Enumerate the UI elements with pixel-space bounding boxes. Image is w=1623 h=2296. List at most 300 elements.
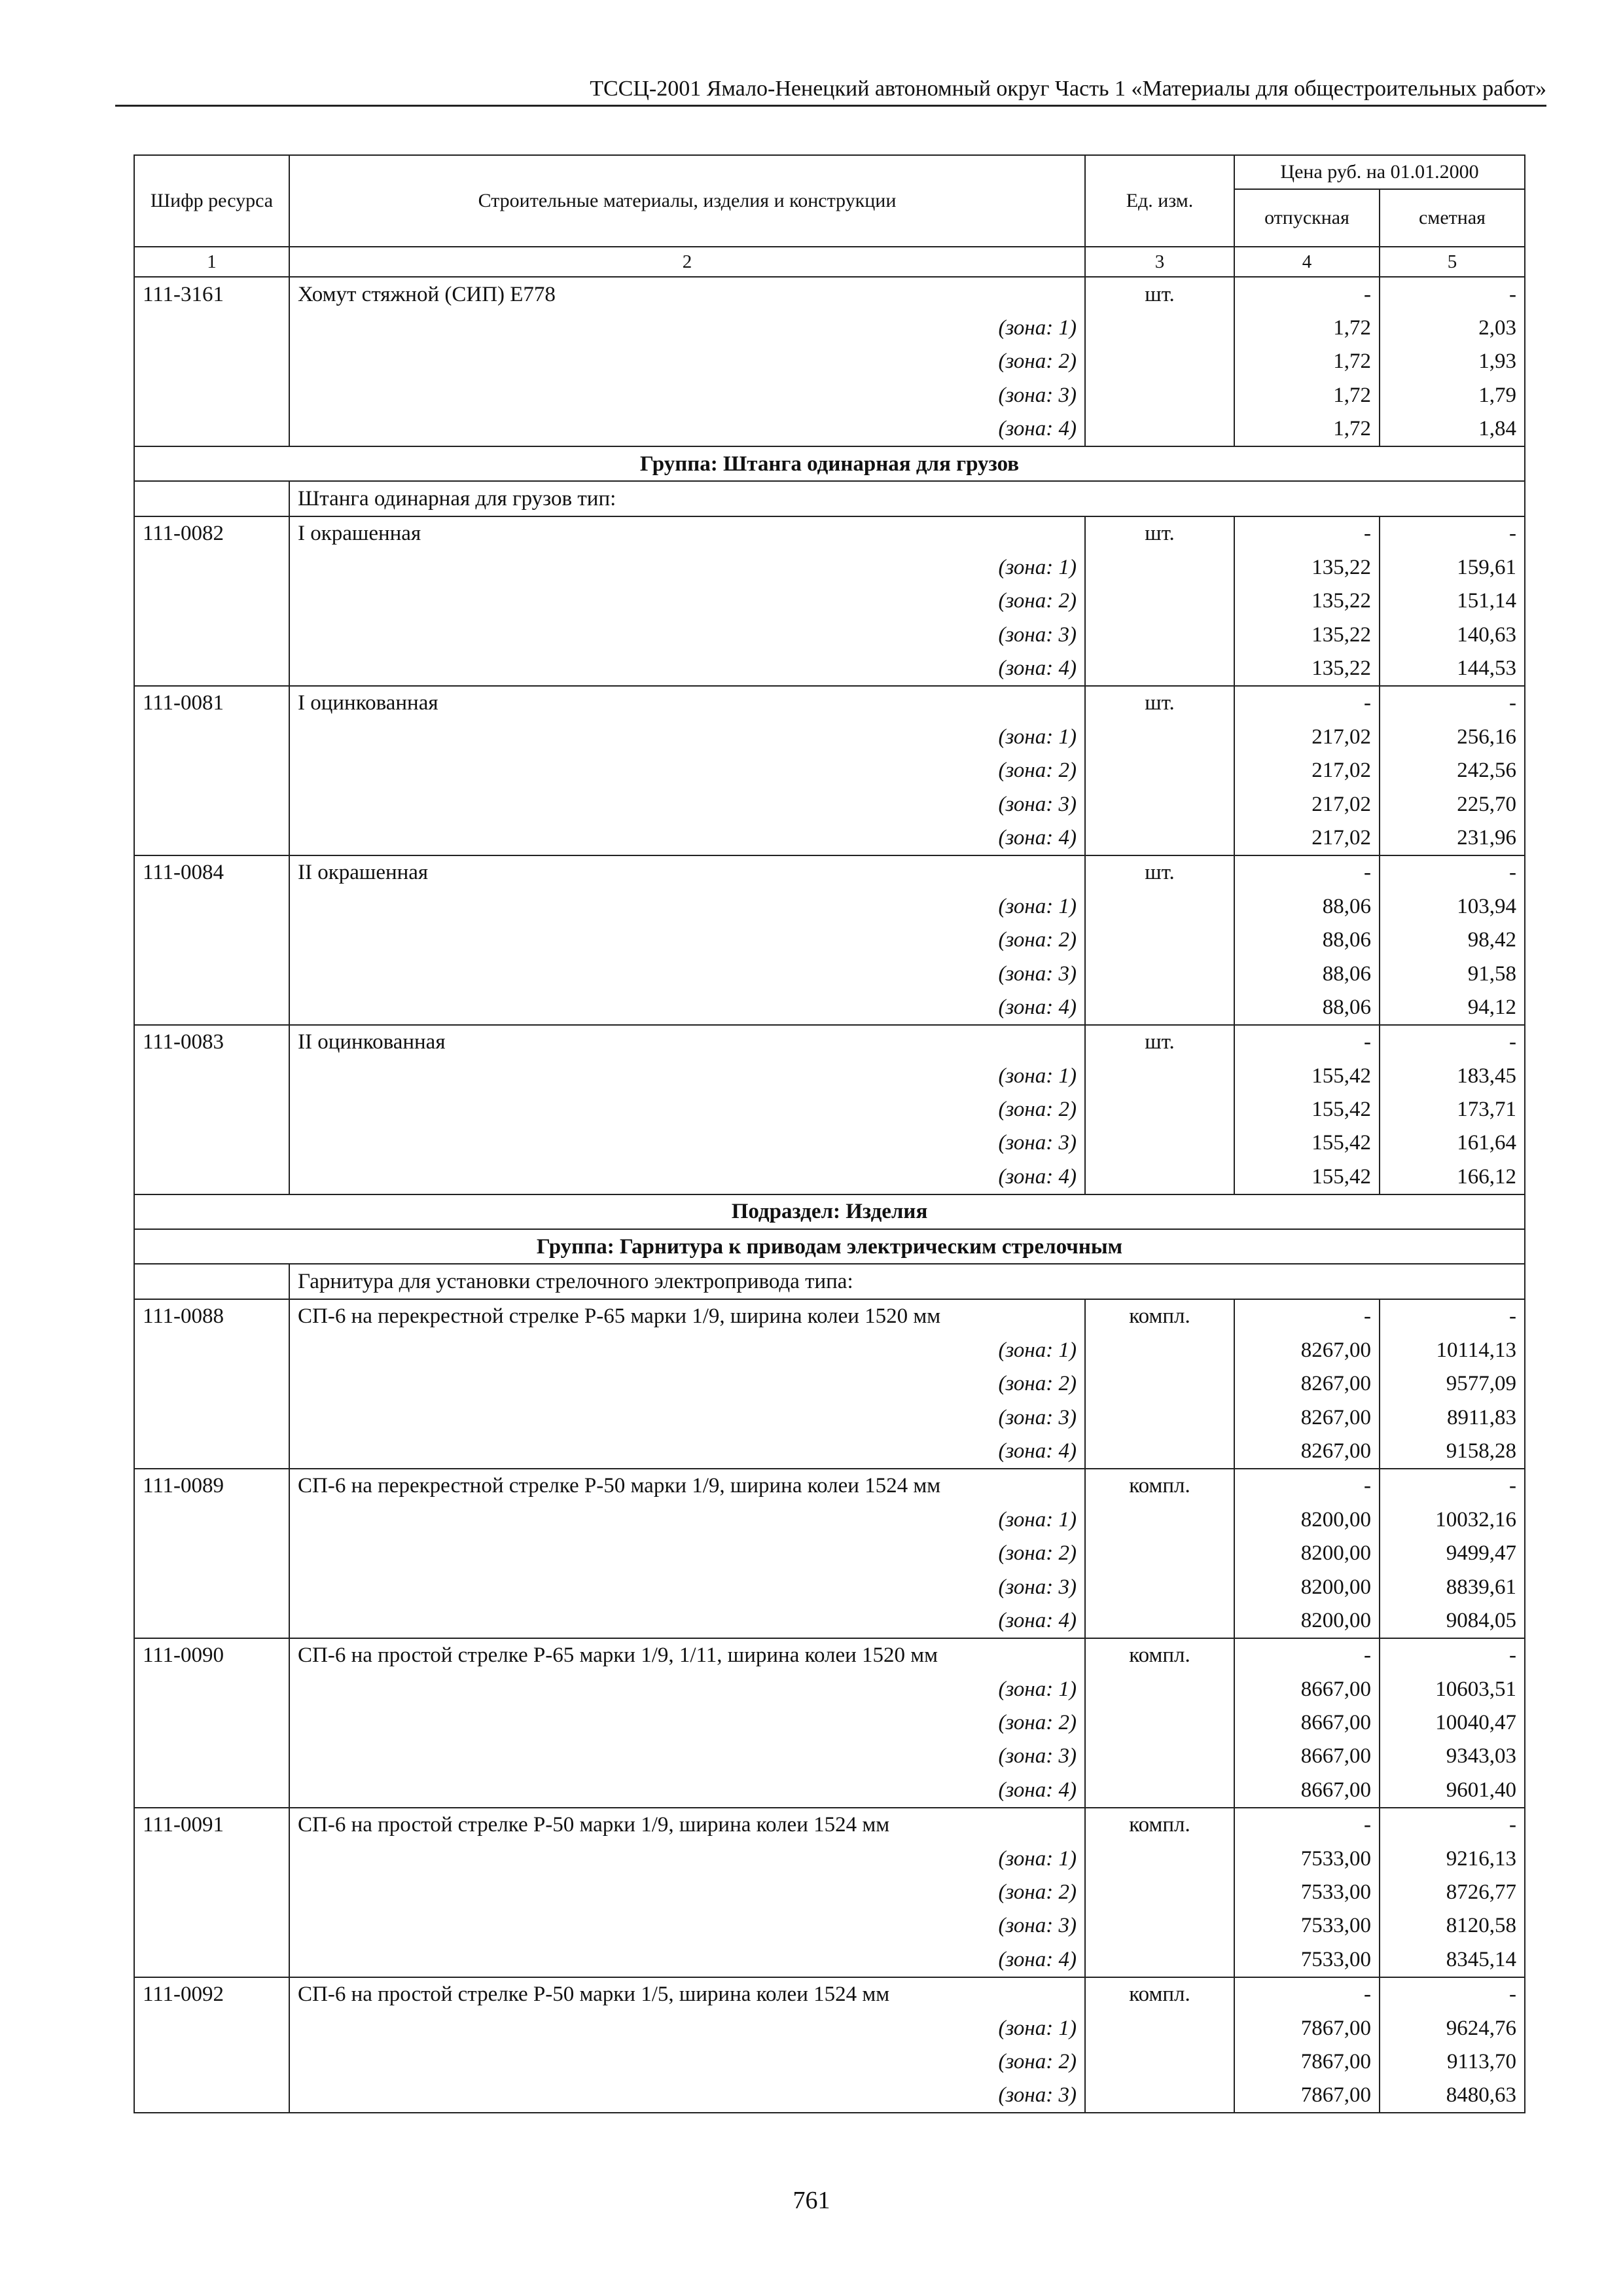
empty-cell: [1085, 345, 1234, 378]
resource-name: СП-6 на перекрестной стрелке Р-65 марки 1/9, ширина колеи 1520 мм: [289, 1299, 1085, 1333]
empty-cell: [1085, 584, 1234, 618]
release-price: 8200,00: [1234, 1570, 1380, 1604]
table-header: [134, 155, 1525, 277]
resource-name: СП-6 на простой стрелке Р-50 марки 1/9, ширина колеи 1524 мм: [289, 1808, 1085, 1842]
estimate-price: 8345,14: [1380, 1943, 1525, 1977]
estimate-price: -: [1380, 1025, 1525, 1059]
release-price: 8267,00: [1234, 1434, 1380, 1468]
estimate-price: 183,45: [1380, 1059, 1525, 1092]
release-price: -: [1234, 686, 1380, 720]
estimate-price: 161,64: [1380, 1126, 1525, 1160]
zone-label: (зона: 3): [289, 2079, 1085, 2113]
estimate-price: 256,16: [1380, 720, 1525, 753]
subsection-title: Подраздел: Изделия: [134, 1194, 1525, 1229]
estimate-price: -: [1380, 1638, 1525, 1672]
zone-row: [134, 1842, 1525, 1875]
resource-name: II окрашенная: [289, 855, 1085, 889]
estimate-price: -: [1380, 855, 1525, 889]
release-price: 7867,00: [1234, 2079, 1380, 2113]
empty-cell: [134, 720, 289, 753]
estimate-price: 103,94: [1380, 889, 1525, 923]
release-price: 8200,00: [1234, 1536, 1380, 1570]
zone-label: (зона: 4): [289, 412, 1085, 446]
empty-cell: [134, 889, 289, 923]
release-price: 155,42: [1234, 1160, 1380, 1194]
empty-cell: [134, 923, 289, 956]
empty-cell: [134, 1126, 289, 1160]
release-price: -: [1234, 277, 1380, 311]
estimate-price: 9158,28: [1380, 1434, 1525, 1468]
group-heading-row: [134, 446, 1525, 481]
zone-row: [134, 753, 1525, 787]
page-number: 761: [793, 2187, 830, 2214]
estimate-price: -: [1380, 277, 1525, 311]
zone-row: [134, 1909, 1525, 1943]
release-price: -: [1234, 516, 1380, 550]
estimate-price: 91,58: [1380, 957, 1525, 990]
resource-code: 111-0081: [134, 686, 289, 720]
zone-label: (зона: 1): [289, 720, 1085, 753]
resource-unit: компл.: [1085, 1469, 1234, 1503]
empty-cell: [1085, 1536, 1234, 1570]
resource-code: 111-3161: [134, 277, 289, 311]
group-intro-row: [134, 481, 1525, 516]
empty-cell: [134, 1059, 289, 1092]
zone-label: (зона: 4): [289, 1943, 1085, 1977]
empty-cell: [134, 1706, 289, 1739]
empty-cell: [1085, 1367, 1234, 1401]
empty-cell: [1085, 753, 1234, 787]
estimate-price: -: [1380, 1977, 1525, 2011]
release-price: 8200,00: [1234, 1503, 1380, 1536]
zone-row: [134, 550, 1525, 584]
empty-cell: [1085, 1604, 1234, 1638]
zone-label: (зона: 1): [289, 550, 1085, 584]
release-price: 7533,00: [1234, 1842, 1380, 1875]
zone-row: [134, 2079, 1525, 2113]
release-price: 155,42: [1234, 1092, 1380, 1126]
release-price: 217,02: [1234, 753, 1380, 787]
estimate-price: 94,12: [1380, 990, 1525, 1024]
subsection-heading-row: [134, 1194, 1525, 1229]
column-header-price: Цена руб. на 01.01.2000: [1234, 155, 1525, 189]
release-price: 135,22: [1234, 618, 1380, 651]
release-price: -: [1234, 1638, 1380, 1672]
release-price: 7867,00: [1234, 2045, 1380, 2078]
empty-cell: [134, 412, 289, 446]
empty-cell: [1085, 889, 1234, 923]
empty-cell: [1085, 2045, 1234, 2078]
release-price: 135,22: [1234, 651, 1380, 685]
zone-row: [134, 2045, 1525, 2078]
empty-cell: [1085, 1401, 1234, 1434]
empty-cell: [134, 1909, 289, 1943]
estimate-price: 1,79: [1380, 378, 1525, 412]
zone-label: (зона: 4): [289, 990, 1085, 1024]
empty-cell: [134, 1503, 289, 1536]
resource-unit: шт.: [1085, 277, 1234, 311]
estimate-price: 10040,47: [1380, 1706, 1525, 1739]
zone-row: [134, 1875, 1525, 1909]
zone-label: (зона: 3): [289, 957, 1085, 990]
empty-cell: [1085, 1740, 1234, 1773]
empty-cell: [134, 1333, 289, 1367]
zone-label: (зона: 2): [289, 753, 1085, 787]
resource-code: 111-0083: [134, 1025, 289, 1059]
empty-cell: [134, 584, 289, 618]
column-number: 5: [1380, 247, 1525, 277]
empty-cell: [134, 1740, 289, 1773]
zone-label: (зона: 2): [289, 1092, 1085, 1126]
group-heading-row: [134, 1229, 1525, 1264]
zone-row: [134, 1333, 1525, 1367]
release-price: 1,72: [1234, 378, 1380, 412]
estimate-price: 10603,51: [1380, 1672, 1525, 1706]
zone-label: (зона: 2): [289, 1536, 1085, 1570]
empty-cell: [134, 1604, 289, 1638]
estimate-price: 166,12: [1380, 1160, 1525, 1194]
estimate-price: 140,63: [1380, 618, 1525, 651]
empty-cell: [1085, 1059, 1234, 1092]
resource-row: [134, 686, 1525, 720]
resource-row: [134, 1469, 1525, 1503]
zone-row: [134, 1059, 1525, 1092]
empty-cell: [134, 1773, 289, 1807]
estimate-price: 8911,83: [1380, 1401, 1525, 1434]
empty-cell: [134, 821, 289, 855]
zone-row: [134, 720, 1525, 753]
resource-row: [134, 1025, 1525, 1059]
empty-cell: [134, 345, 289, 378]
zone-row: [134, 1503, 1525, 1536]
resource-row: [134, 1299, 1525, 1333]
resource-row: [134, 516, 1525, 550]
zone-label: (зона: 3): [289, 1740, 1085, 1773]
zone-label: (зона: 3): [289, 1570, 1085, 1604]
zone-label: (зона: 1): [289, 1672, 1085, 1706]
column-number: 4: [1234, 247, 1380, 277]
empty-cell: [1085, 821, 1234, 855]
release-price: 7533,00: [1234, 1909, 1380, 1943]
zone-row: [134, 378, 1525, 412]
zone-row: [134, 1672, 1525, 1706]
resource-code: 111-0090: [134, 1638, 289, 1672]
release-price: -: [1234, 1977, 1380, 2011]
zone-row: [134, 345, 1525, 378]
column-number: 2: [289, 247, 1085, 277]
zone-row: [134, 1604, 1525, 1638]
release-price: 8200,00: [1234, 1604, 1380, 1638]
estimate-price: 231,96: [1380, 821, 1525, 855]
empty-cell: [1085, 1160, 1234, 1194]
running-header: ТССЦ-2001 Ямало-Ненецкий автономный округ Часть 1 «Материалы для общестроительных работ»: [590, 77, 1546, 101]
release-price: 217,02: [1234, 821, 1380, 855]
empty-cell: [134, 1536, 289, 1570]
empty-cell: [134, 311, 289, 344]
estimate-price: -: [1380, 1469, 1525, 1503]
zone-label: (зона: 3): [289, 1401, 1085, 1434]
zone-label: (зона: 1): [289, 1333, 1085, 1367]
empty-cell: [134, 2079, 289, 2113]
zone-label: (зона: 2): [289, 1367, 1085, 1401]
zone-label: (зона: 1): [289, 1842, 1085, 1875]
zone-label: (зона: 3): [289, 1909, 1085, 1943]
resource-unit: компл.: [1085, 1638, 1234, 1672]
empty-cell: [1085, 412, 1234, 446]
zone-label: (зона: 1): [289, 1503, 1085, 1536]
estimate-price: 98,42: [1380, 923, 1525, 956]
estimate-price: 10032,16: [1380, 1503, 1525, 1536]
empty-cell: [1085, 1773, 1234, 1807]
release-price: 8667,00: [1234, 1773, 1380, 1807]
group-intro-text: Гарнитура для установки стрелочного электропривода типа:: [289, 1264, 1525, 1299]
resource-row: [134, 277, 1525, 311]
zone-row: [134, 889, 1525, 923]
estimate-price: 10114,13: [1380, 1333, 1525, 1367]
empty-cell: [1085, 311, 1234, 344]
estimate-price: 225,70: [1380, 787, 1525, 821]
header-rule: [115, 105, 1546, 107]
zone-label: (зона: 3): [289, 618, 1085, 651]
empty-cell: [134, 481, 289, 516]
resource-code: 111-0092: [134, 1977, 289, 2011]
column-header-code: Шифр ресурса: [134, 155, 289, 247]
empty-cell: [1085, 787, 1234, 821]
price-table: [134, 154, 1525, 2113]
empty-cell: [1085, 1092, 1234, 1126]
resource-name: I окрашенная: [289, 516, 1085, 550]
resource-unit: шт.: [1085, 686, 1234, 720]
release-price: 1,72: [1234, 311, 1380, 344]
zone-label: (зона: 4): [289, 1604, 1085, 1638]
estimate-price: -: [1380, 1808, 1525, 1842]
resource-unit: шт.: [1085, 516, 1234, 550]
empty-cell: [1085, 1126, 1234, 1160]
release-price: -: [1234, 855, 1380, 889]
estimate-price: 1,84: [1380, 412, 1525, 446]
zone-row: [134, 1740, 1525, 1773]
empty-cell: [1085, 990, 1234, 1024]
zone-label: (зона: 2): [289, 345, 1085, 378]
estimate-price: 151,14: [1380, 584, 1525, 618]
empty-cell: [134, 550, 289, 584]
estimate-price: 9624,76: [1380, 2011, 1525, 2045]
zone-row: [134, 2011, 1525, 2045]
zone-label: (зона: 1): [289, 1059, 1085, 1092]
resource-name: СП-6 на простой стрелке Р-65 марки 1/9, 1/11, ширина колеи 1520 мм: [289, 1638, 1085, 1672]
empty-cell: [134, 1401, 289, 1434]
estimate-price: 9084,05: [1380, 1604, 1525, 1638]
empty-cell: [1085, 1875, 1234, 1909]
zone-row: [134, 1160, 1525, 1194]
zone-row: [134, 821, 1525, 855]
estimate-price: 8726,77: [1380, 1875, 1525, 1909]
zone-label: (зона: 2): [289, 2045, 1085, 2078]
estimate-price: 242,56: [1380, 753, 1525, 787]
group-title: Группа: Штанга одинарная для грузов: [134, 446, 1525, 481]
resource-row: [134, 1808, 1525, 1842]
empty-cell: [1085, 378, 1234, 412]
zone-label: (зона: 1): [289, 311, 1085, 344]
table-body: [134, 277, 1525, 2113]
empty-cell: [134, 1434, 289, 1468]
empty-cell: [134, 2045, 289, 2078]
release-price: 8667,00: [1234, 1706, 1380, 1739]
estimate-price: 9113,70: [1380, 2045, 1525, 2078]
zone-row: [134, 1773, 1525, 1807]
empty-cell: [134, 651, 289, 685]
empty-cell: [1085, 1570, 1234, 1604]
empty-cell: [134, 787, 289, 821]
release-price: 7533,00: [1234, 1875, 1380, 1909]
resource-row: [134, 1977, 1525, 2011]
resource-code: 111-0088: [134, 1299, 289, 1333]
release-price: 8667,00: [1234, 1672, 1380, 1706]
estimate-price: 1,93: [1380, 345, 1525, 378]
estimate-price: 9577,09: [1380, 1367, 1525, 1401]
zone-row: [134, 1401, 1525, 1434]
estimate-price: -: [1380, 686, 1525, 720]
empty-cell: [1085, 1909, 1234, 1943]
estimate-price: 9216,13: [1380, 1842, 1525, 1875]
empty-cell: [1085, 1842, 1234, 1875]
empty-cell: [1085, 1503, 1234, 1536]
release-price: -: [1234, 1299, 1380, 1333]
empty-cell: [134, 990, 289, 1024]
group-title: Группа: Гарнитура к приводам электрическим стрелочным: [134, 1229, 1525, 1264]
empty-cell: [1085, 1434, 1234, 1468]
resource-code: 111-0089: [134, 1469, 289, 1503]
zone-label: (зона: 2): [289, 923, 1085, 956]
resource-name: II оцинкованная: [289, 1025, 1085, 1059]
zone-row: [134, 1126, 1525, 1160]
zone-label: (зона: 4): [289, 651, 1085, 685]
zone-row: [134, 1706, 1525, 1739]
column-header-release-price: отпускная: [1234, 189, 1380, 247]
zone-row: [134, 787, 1525, 821]
zone-row: [134, 584, 1525, 618]
zone-label: (зона: 1): [289, 2011, 1085, 2045]
zone-row: [134, 1367, 1525, 1401]
zone-label: (зона: 3): [289, 787, 1085, 821]
estimate-price: 173,71: [1380, 1092, 1525, 1126]
release-price: 1,72: [1234, 412, 1380, 446]
estimate-price: 9343,03: [1380, 1740, 1525, 1773]
resource-name: I оцинкованная: [289, 686, 1085, 720]
zone-row: [134, 923, 1525, 956]
resource-code: 111-0091: [134, 1808, 289, 1842]
estimate-price: -: [1380, 516, 1525, 550]
group-intro-row: [134, 1264, 1525, 1299]
empty-cell: [134, 1160, 289, 1194]
estimate-price: 9601,40: [1380, 1773, 1525, 1807]
zone-row: [134, 990, 1525, 1024]
empty-cell: [1085, 1333, 1234, 1367]
release-price: 8267,00: [1234, 1401, 1380, 1434]
estimate-price: 8839,61: [1380, 1570, 1525, 1604]
zone-label: (зона: 4): [289, 1773, 1085, 1807]
empty-cell: [1085, 550, 1234, 584]
release-price: 135,22: [1234, 550, 1380, 584]
empty-cell: [134, 753, 289, 787]
empty-cell: [134, 1943, 289, 1977]
release-price: 88,06: [1234, 957, 1380, 990]
estimate-price: 9499,47: [1380, 1536, 1525, 1570]
empty-cell: [1085, 651, 1234, 685]
zone-label: (зона: 2): [289, 1706, 1085, 1739]
zone-row: [134, 1570, 1525, 1604]
zone-row: [134, 1092, 1525, 1126]
zone-row: [134, 651, 1525, 685]
resource-unit: компл.: [1085, 1977, 1234, 2011]
resource-unit: компл.: [1085, 1299, 1234, 1333]
zone-label: (зона: 4): [289, 1160, 1085, 1194]
empty-cell: [1085, 2011, 1234, 2045]
release-price: 88,06: [1234, 923, 1380, 956]
resource-row: [134, 1638, 1525, 1672]
resource-unit: шт.: [1085, 1025, 1234, 1059]
column-number: 1: [134, 247, 289, 277]
estimate-price: 8480,63: [1380, 2079, 1525, 2113]
empty-cell: [134, 618, 289, 651]
zone-row: [134, 1434, 1525, 1468]
resource-unit: компл.: [1085, 1808, 1234, 1842]
release-price: 7533,00: [1234, 1943, 1380, 1977]
column-numbers-row: [134, 247, 1525, 277]
estimate-price: 159,61: [1380, 550, 1525, 584]
column-number: 3: [1085, 247, 1234, 277]
empty-cell: [1085, 1706, 1234, 1739]
column-header-estimate-price: сметная: [1380, 189, 1525, 247]
empty-cell: [134, 378, 289, 412]
empty-cell: [1085, 1943, 1234, 1977]
empty-cell: [134, 1092, 289, 1126]
release-price: 1,72: [1234, 345, 1380, 378]
empty-cell: [1085, 1672, 1234, 1706]
empty-cell: [134, 1264, 289, 1299]
empty-cell: [134, 1367, 289, 1401]
estimate-price: 2,03: [1380, 311, 1525, 344]
release-price: -: [1234, 1469, 1380, 1503]
empty-cell: [134, 957, 289, 990]
release-price: 135,22: [1234, 584, 1380, 618]
empty-cell: [134, 2011, 289, 2045]
release-price: 155,42: [1234, 1126, 1380, 1160]
zone-label: (зона: 4): [289, 821, 1085, 855]
empty-cell: [1085, 720, 1234, 753]
release-price: 217,02: [1234, 720, 1380, 753]
zone-row: [134, 957, 1525, 990]
estimate-price: 8120,58: [1380, 1909, 1525, 1943]
zone-label: (зона: 3): [289, 1126, 1085, 1160]
release-price: 88,06: [1234, 889, 1380, 923]
zone-label: (зона: 2): [289, 1875, 1085, 1909]
zone-label: (зона: 1): [289, 889, 1085, 923]
zone-row: [134, 412, 1525, 446]
resource-name: СП-6 на простой стрелке Р-50 марки 1/5, ширина колеи 1524 мм: [289, 1977, 1085, 2011]
column-header-unit: Ед. изм.: [1085, 155, 1234, 247]
empty-cell: [1085, 2079, 1234, 2113]
release-price: 8667,00: [1234, 1740, 1380, 1773]
zone-row: [134, 1943, 1525, 1977]
empty-cell: [134, 1842, 289, 1875]
resource-name: СП-6 на перекрестной стрелке Р-50 марки 1/9, ширина колеи 1524 мм: [289, 1469, 1085, 1503]
resource-unit: шт.: [1085, 855, 1234, 889]
empty-cell: [1085, 923, 1234, 956]
empty-cell: [134, 1672, 289, 1706]
resource-code: 111-0082: [134, 516, 289, 550]
zone-label: (зона: 2): [289, 584, 1085, 618]
